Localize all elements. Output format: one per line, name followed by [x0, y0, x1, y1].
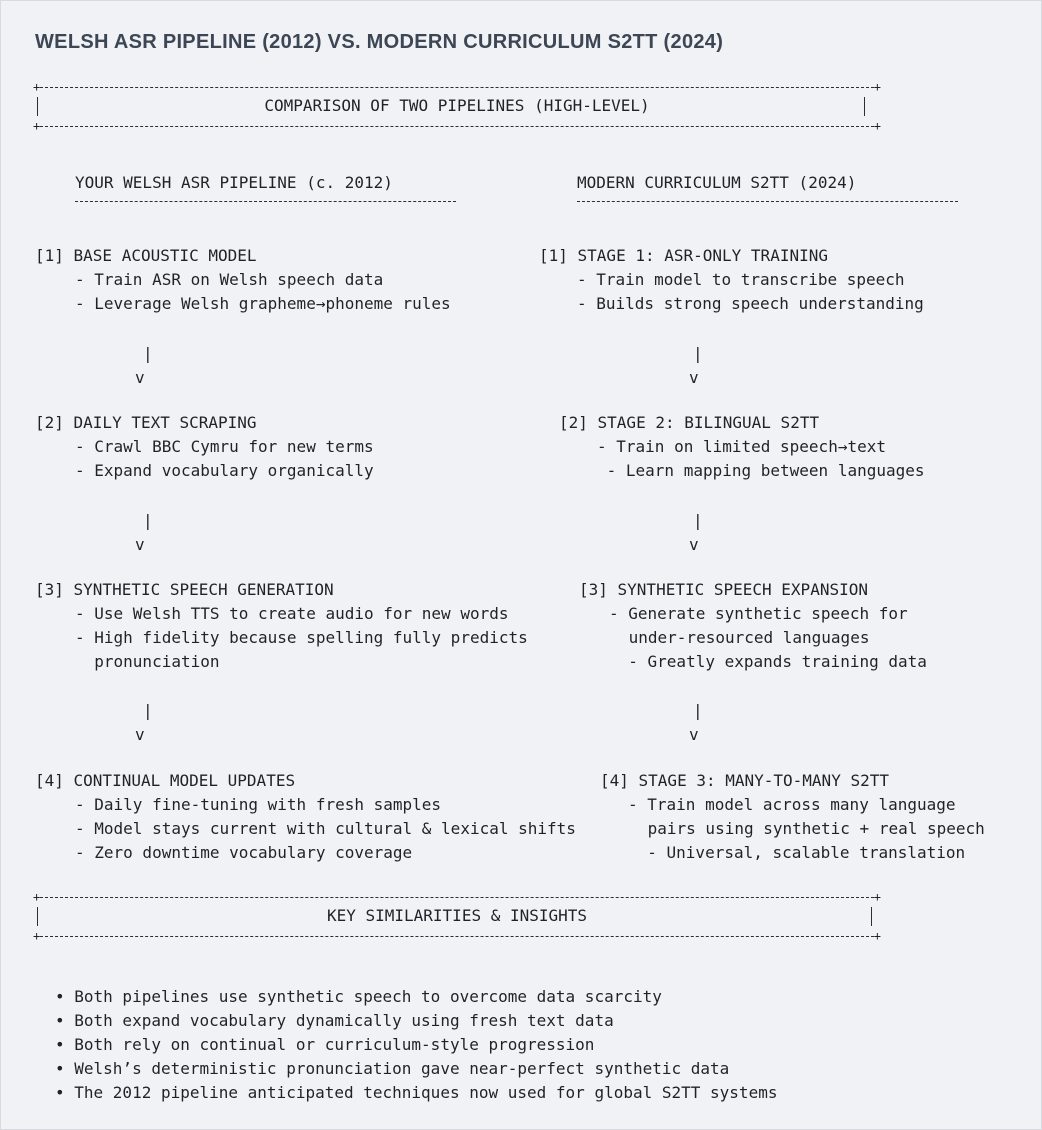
right-arrow-1: | v — [689, 342, 703, 390]
step-detail: - Train model to transcribe speech — [577, 270, 905, 289]
banner-top-border: + + — [33, 890, 881, 904]
step-detail: - Expand vocabulary organically — [75, 461, 374, 480]
left-step-4 — [35, 769, 576, 865]
step-detail: - Daily fine-tuning with fresh samples — [75, 795, 442, 814]
step-title: [1] STAGE 1: ASR-ONLY TRAINING — [539, 246, 828, 265]
right-step-1 — [539, 244, 924, 316]
list-item: • Both pipelines use synthetic speech to overcome data scarcity — [55, 987, 662, 1006]
step-detail: - Builds strong speech understanding — [577, 294, 924, 313]
right-step-3 — [579, 578, 927, 674]
right-arrow-3: | v — [689, 699, 703, 747]
left-step-1 — [35, 244, 451, 316]
arrow-down-icon: v — [689, 368, 699, 387]
arrow-down-icon: v — [689, 535, 699, 554]
right-step-2 — [559, 411, 925, 483]
step-title: [3] SYNTHETIC SPEECH GENERATION — [35, 580, 334, 599]
step-detail: pairs using synthetic + real speech — [638, 819, 985, 838]
banner-top-border: + + — [33, 80, 881, 94]
left-step-2 — [35, 411, 374, 483]
step-title: [2] DAILY TEXT SCRAPING — [35, 413, 257, 432]
left-arrow-1: | v — [135, 342, 153, 390]
step-title: [4] STAGE 3: MANY-TO-MANY S2TT — [600, 771, 889, 790]
left-arrow-3: | v — [135, 699, 153, 747]
step-title: [3] SYNTHETIC SPEECH EXPANSION — [579, 580, 868, 599]
arrow-down-icon: v — [135, 535, 145, 554]
right-arrow-2: | v — [689, 509, 703, 557]
step-title: [2] STAGE 2: BILINGUAL S2TT — [559, 413, 820, 432]
banner-label: COMPARISON OF TWO PIPELINES (HIGH-LEVEL) — [264, 96, 650, 115]
step-detail: - Universal, scalable translation — [628, 843, 966, 862]
arrow-down-icon: v — [135, 368, 145, 387]
list-item: • Welsh’s deterministic pronunciation gave near-perfect synthetic data — [55, 1059, 730, 1078]
arrow-down-icon: v — [135, 725, 145, 744]
left-column-header: YOUR WELSH ASR PIPELINE (c. 2012) — [75, 173, 456, 202]
comparison-banner — [33, 80, 881, 133]
diagram-title: WELSH ASR PIPELINE (2012) VS. MODERN CURRICULUM S2TT (2024) — [35, 31, 724, 53]
step-detail: - Model stays current with cultural & lexical shifts — [75, 819, 576, 838]
left-arrow-2: | v — [135, 509, 153, 557]
banner-bottom-border: + + — [33, 119, 881, 133]
right-step-4 — [600, 769, 985, 865]
list-item: • Both rely on continual or curriculum-style progression — [55, 1035, 595, 1054]
step-title: [4] CONTINUAL MODEL UPDATES — [35, 771, 296, 790]
step-detail: - Train ASR on Welsh speech data — [75, 270, 384, 289]
step-detail: - Generate synthetic speech for — [609, 604, 908, 623]
left-step-3 — [35, 578, 528, 674]
step-title: [1] BASE ACOUSTIC MODEL — [35, 246, 257, 265]
step-detail: pronunciation — [75, 652, 220, 671]
insights-banner — [33, 890, 881, 943]
step-detail: - Train model across many language — [628, 795, 956, 814]
arrow-down-icon: v — [689, 725, 699, 744]
insights-list — [55, 985, 777, 1105]
step-detail: - Use Welsh TTS to create audio for new words — [75, 604, 509, 623]
step-detail: - Train on limited speech→text — [597, 437, 886, 456]
banner-label: KEY SIMILARITIES & INSIGHTS — [326, 906, 588, 925]
step-detail: - Crawl BBC Cymru for new terms — [75, 437, 374, 456]
list-item: • Both expand vocabulary dynamically using fresh text data — [55, 1011, 614, 1030]
step-detail: - Greatly expands training data — [609, 652, 927, 671]
step-detail: under-resourced languages — [619, 628, 870, 647]
right-column-header: MODERN CURRICULUM S2TT (2024) — [577, 173, 958, 202]
banner-bottom-border: + + — [33, 929, 881, 943]
step-detail: - Zero downtime vocabulary coverage — [75, 843, 413, 862]
list-item: • The 2012 pipeline anticipated techniques now used for global S2TT systems — [55, 1083, 778, 1102]
step-detail: - Learn mapping between languages — [597, 461, 925, 480]
step-detail: - Leverage Welsh grapheme→phoneme rules — [75, 294, 451, 313]
step-detail: - High fidelity because spelling fully predicts — [75, 628, 528, 647]
